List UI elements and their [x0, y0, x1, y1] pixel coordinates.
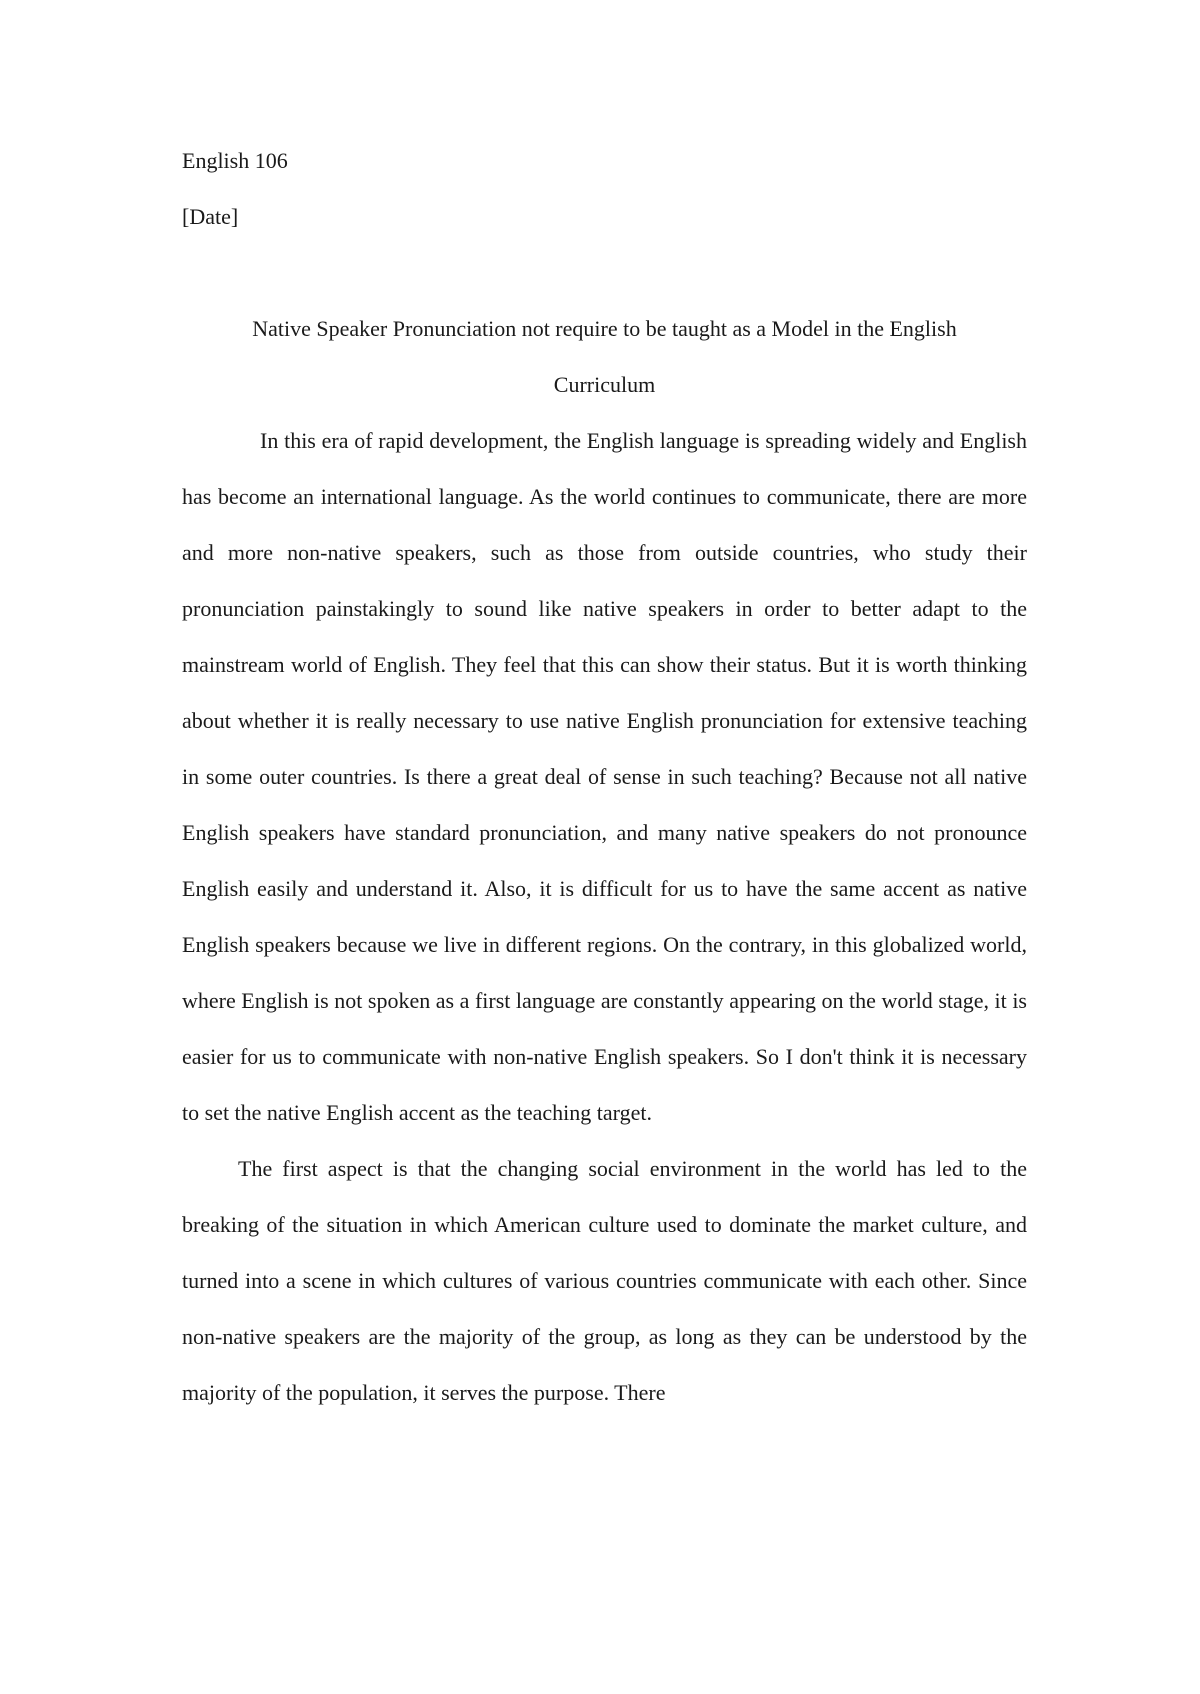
course-name: English 106: [182, 148, 288, 173]
essay-title: [182, 301, 1027, 413]
document-content: [182, 133, 1027, 1421]
date-placeholder: [Date]: [182, 204, 239, 229]
paragraph-2: The first aspect is that the changing social environment in the world has led to the breaking of the situation in which American culture used to dominate the market culture, and turned into a scene in which cultures of various countries communicate with each other. Since non-native speakers are the majority of the group, as long as they can be understood by the majority of the population, it serves the purpose. There: [182, 1156, 1027, 1405]
paragraph-1: In this era of rapid development, the English language is spreading widely and English has become an international language. As the world continues to communicate, there are more and more non-native speakers, such as those from outside countries, who study their pronunciation painstakingly to sound like native speakers in order to better adapt to the mainstream world of English. They feel that this can show their status. But it is worth thinking about whether it is really necessary to use native English pronunciation for extensive teaching in some outer countries. Is there a great deal of sense in such teaching? Because not all native English speakers have standard pronunciation, and many native speakers do not pronounce English easily and understand it. Also, it is difficult for us to have the same accent as native English speakers because we live in different regions. On the contrary, in this globalized world, where English is not spoken as a first language are constantly appearing on the world stage, it is easier for us to communicate with non-native English speakers. So I don't think it is necessary to set the native English accent as the teaching target.: [182, 428, 1027, 1125]
title-line-1: Native Speaker Pronunciation not require to be taught as a Model in the English: [252, 316, 957, 341]
title-line-2: Curriculum: [553, 372, 656, 397]
